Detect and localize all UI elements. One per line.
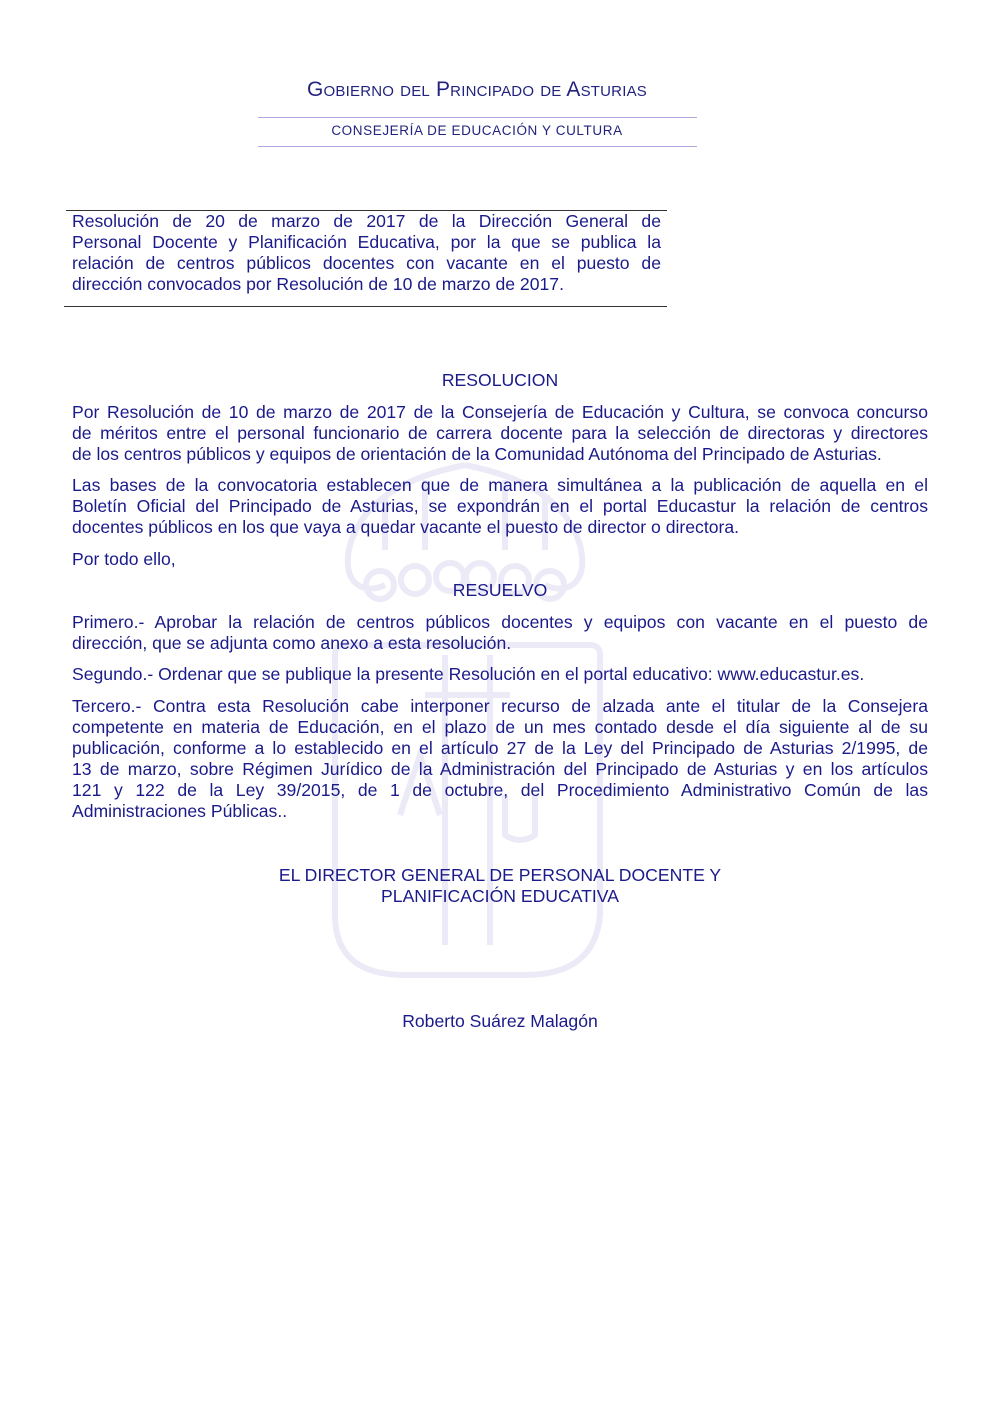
- department-title: CONSEJERÍA DE EDUCACIÓN Y CULTURA: [331, 123, 623, 138]
- paragraph-convocatoria: [72, 402, 928, 465]
- paragraph-bases: [72, 475, 928, 538]
- text-line: de méritos entre el personal funcionario de carrera docente para la selección de directoras y directores: [72, 423, 928, 443]
- summary-text: [72, 211, 661, 295]
- text-line: competente en materia de Educación, en el plazo de un mes contado desde el día siguiente al de su: [72, 717, 928, 737]
- text-line: dirección, que se adjunta como anexo a esta resolución.: [72, 633, 512, 653]
- text-line: de los centros públicos y equipos de orientación de la Comunidad Autónoma del Principado de Asturias.: [72, 444, 882, 464]
- text-line: Segundo.- Ordenar que se publique la presente Resolución en el portal educativo: www.educastur.es.: [72, 664, 865, 684]
- clause-tercero: [72, 696, 928, 822]
- text-line: Por todo ello,: [72, 549, 176, 569]
- text-line: Por Resolución de 10 de marzo de 2017 de la Consejería de Educación y Cultura, se convoca concurso: [72, 402, 928, 422]
- signatory-name: Roberto Suárez Malagón: [402, 1011, 598, 1031]
- paragraph-por-todo: [72, 549, 928, 570]
- text-line: relación de centros públicos docentes con vacante en el puesto de: [72, 253, 661, 273]
- text-line: Las bases de la convocatoria establecen que de manera simultánea a la publicación de aquella en el: [72, 475, 928, 495]
- clause-segundo: [72, 664, 928, 685]
- header-rule-bottom: [258, 146, 697, 147]
- text-line: docentes públicos en los que vaya a quedar vacante el puesto de director o directora.: [72, 517, 740, 537]
- resolution-heading: RESOLUCION: [441, 370, 559, 390]
- text-line: Administraciones Públicas..: [72, 801, 288, 821]
- clause-primero: [72, 612, 928, 654]
- summary-rule-bottom: [64, 306, 667, 307]
- text-line: publicación, conforme a lo establecido en el artículo 27 de la Ley del Principado de Asturias 2/1995, de: [72, 738, 928, 758]
- text-line: Boletín Oficial del Principado de Asturias, se expondrán en el portal Educastur la relación de centros: [72, 496, 928, 516]
- resolve-heading: RESUELVO: [452, 580, 548, 600]
- header-rule-top: [258, 117, 697, 118]
- text-line: 121 y 122 de la Ley 39/2015, de 1 de octubre, del Procedimiento Administrativo Común de las: [72, 780, 928, 800]
- text-line: dirección convocados por Resolución de 10 de marzo de 2017.: [72, 274, 564, 294]
- text-line: Primero.- Aprobar la relación de centros públicos docentes y equipos con vacante en el puesto de: [72, 612, 928, 632]
- text-line: 13 de marzo, sobre Régimen Jurídico de la Administración del Principado de Asturias y en los artículos: [72, 759, 928, 779]
- text-line: Tercero.- Contra esta Resolución cabe interponer recurso de alzada ante el titular de la Consejera: [72, 696, 928, 716]
- text-line: Resolución de 20 de marzo de 2017 de la Dirección General de: [72, 211, 661, 231]
- signatory-title-line-1: EL DIRECTOR GENERAL DE PERSONAL DOCENTE Y: [278, 865, 722, 885]
- text-line: Personal Docente y Planificación Educativa, por la que se publica la: [72, 232, 661, 252]
- government-title: Gobierno del Principado de Asturias: [307, 78, 647, 101]
- signatory-title-line-2: PLANIFICACIÓN EDUCATIVA: [381, 886, 619, 906]
